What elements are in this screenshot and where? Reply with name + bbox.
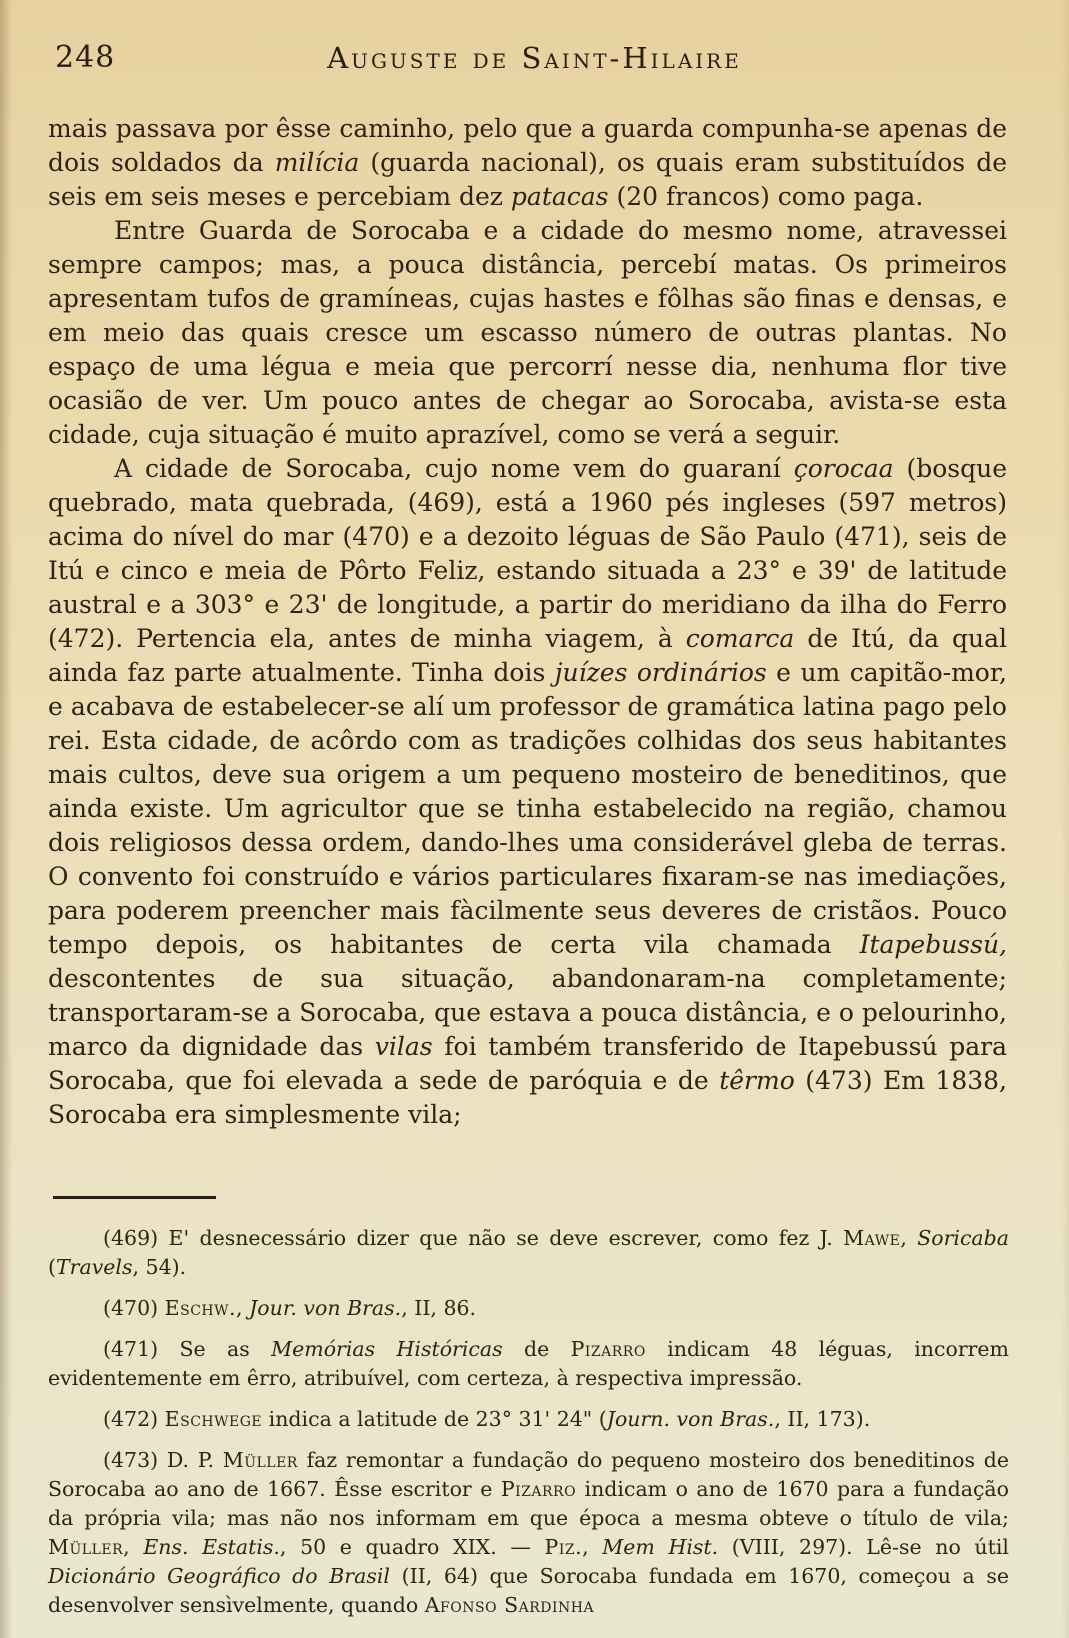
- running-title: Auguste de Saint-Hilaire: [327, 41, 742, 75]
- paragraph: mais passava por êsse caminho, pelo que a guarda compunha-se apenas de dois soldados da milícia (guarda nacional), os quais eram substituídos de seis em seis meses e percebiam dez patacas (20 francos) como paga.: [48, 114, 1007, 211]
- footnote: (473) D. P. Müller faz remontar a fundação do pequeno mosteiro dos beneditinos de Sorocaba ao ano de 1667. Êsse escritor e Pizarro indicam o ano de 1670 para a fundação da própria vila; mas não nos informam em que época a mesma obteve o título de vila; Müller, Ens. Estatis., 50 e quadro XIX. — Piz., Mem Hist. (VIII, 297). Lê-se no útil Dicionário Geográfico do Brasil (II, 64) que Sorocaba fundada em 1670, começou a se desenvolver sensìvelmente, quando Afonso Sardinha: [48, 1448, 1009, 1617]
- paragraph: A cidade de Sorocaba, cujo nome vem do guaraní çorocaa (bosque quebrado, mata quebrada, (469), está a 1960 pés ingleses (597 metros) acima do nível do mar (470) e a dezoito léguas de São Paulo (471), seis de Itú e cinco e meia de Pôrto Feliz, estando situada a 23° e 39' de latitude austral e a 303° e 23' de longitude, a partir do meridiano da ilha do Ferro (472). Pertencia ela, antes de minha viagem, à comarca de Itú, da qual ainda faz parte atualmente. Tinha dois juízes ordinários e um capitão-mor, e acabava de estabelecer-se alí um professor de gramática latina pago pelo rei. Esta cidade, de acôrdo com as tradições colhidas dos seus habitantes mais cultos, deve sua origem a um pequeno mosteiro de beneditinos, que ainda existe. Um agricultor que se tinha estabelecido na região, chamou dois religiosos dessa ordem, dando-lhes uma considerável gleba de terras. O convento foi construído e vários particulares fixaram-se nas imediações, para poderem preencher mais fàcilmente seus deveres de cristãos. Pouco tempo depois, os habitantes de certa vila chamada Itapebussú, descontentes de sua situação, abandonaram-na completamente; transportaram-se a Sorocaba, que estava a pouca distância, e o pelourinho, marco da dignidade das vilas foi também transferido de Itapebussú para Sorocaba, que foi elevada a sede de paróquia e de têrmo (473) Em 1838, Sorocaba era simplesmente vila;: [48, 454, 1008, 1129]
- footnote: (472) Eschwege indica a latitude de 23° 31' 24" (Journ. von Bras., II, 173).: [103, 1407, 871, 1431]
- body-text: [48, 112, 1007, 1132]
- footnote: (469) E' desnecessário dizer que não se deve escrever, como fez J. Mawe, Soricaba (Travels, 54).: [48, 1226, 1009, 1279]
- page-header: [0, 0, 1069, 80]
- footnote: (470) Eschw., Jour. von Bras., II, 86.: [103, 1296, 477, 1320]
- footnotes-list: [48, 1224, 1009, 1620]
- footnote-divider: [53, 1196, 216, 1199]
- footnote: (471) Se as Memórias Históricas de Pizarro indicam 48 léguas, incorrem evidentemente em êrro, atribuível, com certeza, à respectiva impressão.: [48, 1337, 1009, 1390]
- paragraph: Entre Guarda de Sorocaba e a cidade do mesmo nome, atravessei sempre campos; mas, a pouca distância, percebí matas. Os primeiros apresentam tufos de gramíneas, cujas hastes e fôlhas são finas e densas, e em meio das quais cresce um escasso número de outras plantas. No espaço de uma légua e meia que percorrí nesse dia, nenhuma flor tive ocasião de ver. Um pouco antes de chegar ao Sorocaba, avista-se esta cidade, cuja situação é muito aprazível, como se verá a seguir.: [48, 216, 1007, 449]
- page-number: 248: [55, 40, 116, 75]
